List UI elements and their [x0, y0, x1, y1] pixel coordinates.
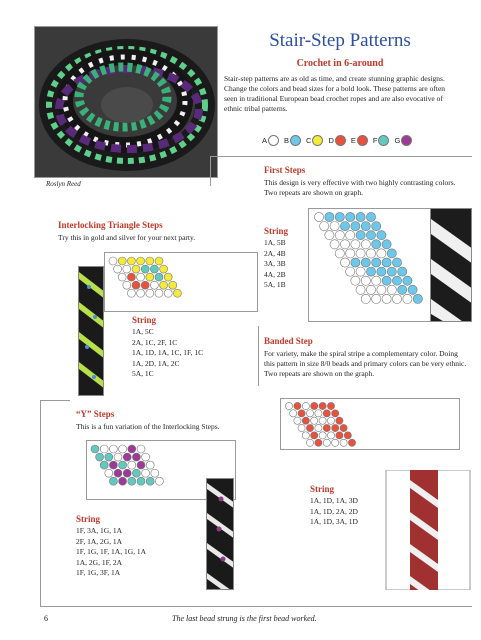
bead [346, 267, 355, 276]
bead [96, 453, 104, 461]
bead [366, 285, 375, 294]
bead [356, 212, 365, 221]
bead [392, 258, 401, 267]
bead [327, 402, 334, 409]
legend-swatch [401, 135, 412, 146]
bead [146, 289, 154, 297]
string-line: 1A, 5B [264, 238, 286, 247]
legend-item-c [306, 135, 323, 146]
bead [123, 265, 131, 273]
string-line: 2F, 1A, 2G, 1A [76, 536, 123, 546]
bead [128, 445, 136, 453]
bead [323, 410, 330, 417]
bead [377, 231, 386, 240]
string-line: 1A, 2G, 1F, 2A [76, 557, 123, 567]
string-line: 1A, 1D, 2A, 2D [310, 506, 358, 516]
string-line: 3A, 3B [264, 259, 286, 268]
bead [173, 289, 181, 297]
string-line: 2A, 4B [264, 248, 286, 258]
bead [351, 276, 360, 285]
string-line: 2A, 1C, 2F, 1C [132, 337, 178, 347]
first-steps-string-list [264, 238, 286, 291]
footer-tagline: The last bead strung is the first bead worked. [172, 614, 317, 623]
bead [155, 477, 163, 485]
bead [118, 273, 126, 281]
bead [146, 477, 154, 485]
bead [330, 222, 339, 231]
string-line: 1F, 1G, 1F, 1A, 1G, 1A [76, 547, 147, 556]
frame-line-y-left [40, 400, 41, 606]
bead [294, 402, 301, 409]
bead [137, 461, 145, 469]
bead [132, 469, 140, 477]
bead [137, 257, 145, 265]
bead [132, 281, 140, 289]
bead [335, 231, 344, 240]
bead [123, 469, 131, 477]
bead [169, 281, 177, 289]
photo-caption: Roslyn Reed [46, 180, 81, 188]
bead [361, 276, 370, 285]
bead [372, 276, 381, 285]
frame-line-top [210, 156, 472, 157]
bead [306, 410, 313, 417]
banded-rope-photo [382, 470, 472, 590]
bead [356, 285, 365, 294]
bead [356, 231, 365, 240]
banded-string-list [310, 496, 358, 528]
bead [366, 231, 375, 240]
bead [294, 417, 301, 424]
y-steps-string-heading: String [76, 514, 101, 524]
bead [142, 469, 150, 477]
bead [323, 439, 330, 446]
bead [311, 432, 318, 439]
bead [314, 212, 323, 221]
legend-letter: A [262, 135, 268, 145]
bead [146, 257, 154, 265]
legend-swatch [357, 135, 368, 146]
legend-item-d [328, 135, 345, 146]
bead [335, 212, 344, 221]
bead [372, 240, 381, 249]
bead [413, 294, 422, 303]
bead [114, 265, 122, 273]
string-line: 1A, 1D, 1A, 3D [310, 496, 358, 505]
bead [137, 445, 145, 453]
y-steps-rope-photo [206, 478, 234, 590]
legend-item-b [284, 135, 301, 146]
bead [298, 424, 305, 431]
color-legend [262, 133, 415, 147]
first-steps-rope-photo [430, 208, 472, 322]
interlocking-rope-photo [78, 266, 104, 396]
bead [346, 212, 355, 221]
bead [311, 417, 318, 424]
bead [325, 231, 334, 240]
bead [164, 273, 172, 281]
bead [323, 424, 330, 431]
first-steps-heading: First Steps [264, 165, 306, 175]
bead [319, 432, 326, 439]
bead [150, 281, 158, 289]
bead [403, 294, 412, 303]
bead [164, 289, 172, 297]
first-steps-string-heading: String [264, 226, 289, 236]
string-line: 1A, 2D, 1A, 2C [132, 358, 180, 368]
bead [351, 222, 360, 231]
legend-letter: E [350, 135, 356, 145]
bead [387, 267, 396, 276]
bead [290, 410, 297, 417]
legend-item-f [373, 135, 390, 146]
bead [137, 477, 145, 485]
legend-letter: C [306, 135, 312, 145]
bead [155, 289, 163, 297]
bead [361, 222, 370, 231]
bead [119, 477, 127, 485]
legend-swatch [290, 135, 301, 146]
bead [114, 469, 122, 477]
bead [382, 258, 391, 267]
bead [403, 276, 412, 285]
bead [127, 273, 135, 281]
bead [361, 294, 370, 303]
bead [315, 439, 322, 446]
bead [377, 285, 386, 294]
bead [298, 410, 305, 417]
y-steps-heading: “Y” Steps [76, 409, 115, 419]
legend-swatch [268, 135, 279, 146]
bead [348, 439, 355, 446]
bead [361, 258, 370, 267]
interlocking-graph [104, 252, 258, 312]
bead [340, 258, 349, 267]
first-steps-description: This design is very effective with two highly contrasting colors. Two repeats are shown on graph. [264, 178, 456, 197]
bead [141, 281, 149, 289]
bead [302, 402, 309, 409]
bead [132, 453, 140, 461]
legend-swatch [312, 135, 323, 146]
bead [105, 469, 113, 477]
bead [109, 257, 117, 265]
bead [160, 281, 168, 289]
bead [372, 222, 381, 231]
bead [356, 249, 365, 258]
bead [109, 461, 117, 469]
bead [320, 222, 329, 231]
bead [382, 276, 391, 285]
bead [302, 432, 309, 439]
legend-swatch [378, 135, 389, 146]
interlocking-heading: Interlocking Triangle Steps [58, 220, 163, 230]
bead [327, 417, 334, 424]
bead [351, 240, 360, 249]
bead [151, 469, 159, 477]
bead [336, 417, 343, 424]
bead [155, 257, 163, 265]
y-steps-description: This is a fun variation of the Interlocking Steps. [76, 422, 220, 431]
bead [408, 285, 417, 294]
legend-letter: B [284, 135, 290, 145]
bead [340, 240, 349, 249]
bead [377, 267, 386, 276]
string-line: 5A, 1C [132, 369, 154, 378]
string-line: 1A, 1D, 1A, 1C, 1F, 1C [132, 348, 204, 357]
bead [137, 289, 145, 297]
page-number: 6 [44, 614, 48, 623]
bead [105, 453, 113, 461]
bead [142, 453, 150, 461]
string-line: 1A, 5C [132, 327, 154, 336]
bead [137, 273, 145, 281]
bead [91, 445, 99, 453]
bead [109, 477, 117, 485]
bead [155, 273, 163, 281]
bead [392, 276, 401, 285]
bead [315, 424, 322, 431]
bead [114, 453, 122, 461]
bead [146, 273, 154, 281]
banded-string-heading: String [310, 484, 335, 494]
bead [372, 294, 381, 303]
bead [319, 402, 326, 409]
legend-letter: D [328, 135, 334, 145]
bead [100, 445, 108, 453]
bead [346, 249, 355, 258]
legend-swatch [335, 135, 346, 146]
bead [366, 249, 375, 258]
bead [123, 453, 131, 461]
interlocking-string-list [132, 327, 203, 380]
bead [100, 461, 108, 469]
bead [366, 267, 375, 276]
bead [146, 461, 154, 469]
bead [387, 249, 396, 258]
frame-line-bottom [40, 606, 472, 607]
string-line: 5A, 1B [264, 280, 286, 289]
banded-description: For variety, make the spiral stripe a complementary color. Doing this pattern in size 8/0 beads and primary colors can be very ethnic. Two repeats are shown on the graph. [264, 349, 467, 378]
string-line: 4A, 2B [264, 269, 286, 279]
string-line: 1A, 1D, 3A, 1D [310, 517, 358, 526]
bead [372, 258, 381, 267]
bead [127, 257, 135, 265]
bead [336, 432, 343, 439]
bead [128, 477, 136, 485]
bead [340, 439, 347, 446]
bead [132, 265, 140, 273]
interlocking-string-heading: String [132, 315, 157, 325]
bead [351, 258, 360, 267]
legend-letter: F [372, 135, 378, 145]
frame-line-left [210, 156, 211, 186]
string-line: 1F, 3A, 1G, 1A [76, 526, 123, 535]
bead [327, 432, 334, 439]
bead [127, 289, 135, 297]
bead [398, 267, 407, 276]
legend-item-e [351, 135, 368, 146]
bead [344, 432, 351, 439]
bead [118, 257, 126, 265]
banded-heading: Banded Step [264, 336, 313, 346]
legend-item-a [262, 135, 279, 146]
bead [340, 424, 347, 431]
bead [330, 240, 339, 249]
bead [311, 402, 318, 409]
bead [315, 410, 322, 417]
banded-graph [280, 398, 460, 450]
bead [340, 222, 349, 231]
intro-paragraph: Stair-step patterns are as old as time, and create stunning graphic designs. Change the colors and bead sizes for a bold look. These patterns are often seen in traditional European bead crochet ropes and are also evocative of ethnic tribal patterns. [224, 74, 446, 113]
bead [366, 212, 375, 221]
bead [335, 249, 344, 258]
bracelet-photo [34, 26, 218, 178]
bead [346, 231, 355, 240]
legend-letter: G [394, 135, 401, 145]
bead [302, 417, 309, 424]
y-steps-string-list [76, 526, 146, 579]
bead [382, 294, 391, 303]
bead [332, 439, 339, 446]
bead [398, 285, 407, 294]
bead [109, 445, 117, 453]
page-subtitle: Crochet in 6-around [296, 58, 384, 69]
bead [325, 212, 334, 221]
bead [382, 240, 391, 249]
legend-item-g [394, 135, 412, 146]
bead [319, 417, 326, 424]
bead [332, 424, 339, 431]
interlocking-description: Try this in gold and silver for your next party. [58, 233, 196, 242]
bead [377, 249, 386, 258]
bead [119, 445, 127, 453]
bead [356, 267, 365, 276]
bead [119, 461, 127, 469]
bead [141, 265, 149, 273]
bead [123, 281, 131, 289]
bead [306, 424, 313, 431]
bead [306, 439, 313, 446]
bead [128, 461, 136, 469]
bead [387, 285, 396, 294]
page-title: Stair-Step Patterns [269, 30, 411, 51]
bead [392, 294, 401, 303]
bead [150, 265, 158, 273]
bead [332, 410, 339, 417]
bead [285, 402, 292, 409]
frame-line-y-top [40, 400, 70, 401]
frame-line-banded [258, 326, 259, 386]
string-line: 1F, 1G, 3F, 1A [76, 568, 121, 577]
bead [160, 265, 168, 273]
bead [361, 240, 370, 249]
